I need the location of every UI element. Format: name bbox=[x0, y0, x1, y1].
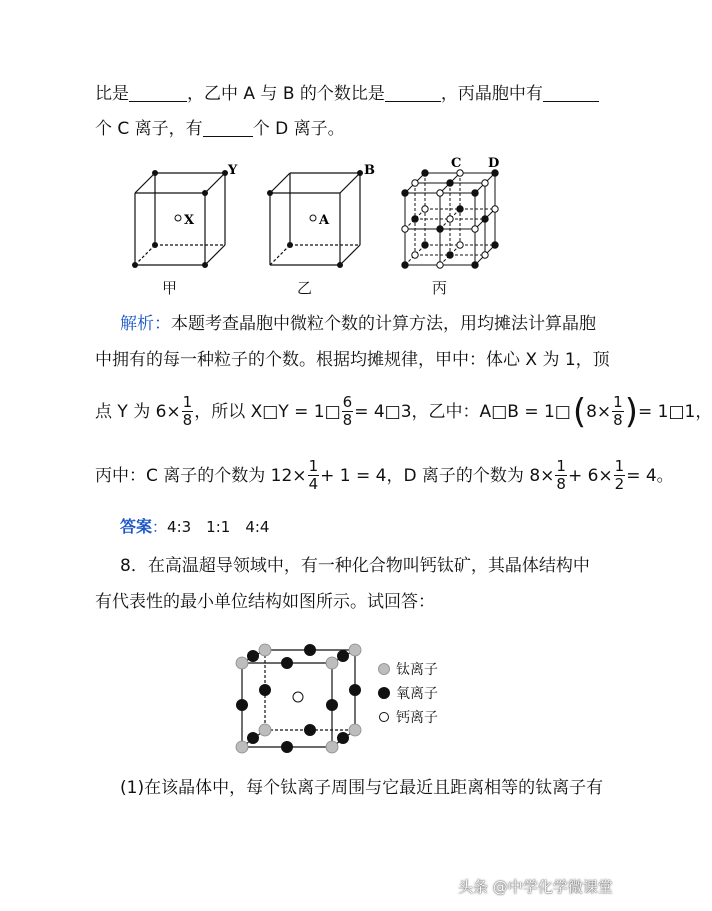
cell-jia-corner-label: Y bbox=[228, 163, 238, 178]
fraction-numerator: 1 bbox=[308, 457, 319, 475]
fraction-denominator: 8 bbox=[556, 475, 566, 493]
fraction bbox=[555, 458, 567, 493]
q8-sub-question-1: (1)在该晶体中，每个钛离子周围与它最近且距离相等的钛离子有 bbox=[120, 778, 604, 798]
legend-item-calcium bbox=[378, 705, 438, 729]
close-paren: ) bbox=[624, 391, 638, 432]
text-segment: + 1 = 4，D 离子的个数为 8× bbox=[320, 465, 555, 486]
text-segment: 3，乙中：A bbox=[400, 401, 492, 422]
cell-jia-center-label: X bbox=[184, 213, 195, 228]
perovskite-cell-figure bbox=[225, 630, 375, 760]
fraction bbox=[308, 458, 320, 493]
text-segment: 丙中：C 离子的个数为 12× bbox=[95, 465, 307, 486]
cell-jia-body-center bbox=[175, 215, 181, 221]
analysis-line-2: 中拥有的每一种粒子的个数。根据均摊规律，甲中：体心 X 为 1，顶 bbox=[95, 350, 610, 370]
fraction bbox=[342, 394, 354, 429]
gray-circle-icon bbox=[378, 663, 390, 675]
cell-yi-corner-label: B bbox=[364, 163, 375, 178]
text-segment: + 6× bbox=[567, 465, 613, 486]
missing-glyph: □ bbox=[324, 401, 341, 422]
text-segment: ，所以 X bbox=[194, 401, 263, 422]
text-segment: 比是 bbox=[95, 84, 129, 104]
text-segment: ，丙晶胞中有 bbox=[440, 84, 543, 104]
analysis-line-3 bbox=[95, 391, 712, 432]
white-circle-icon bbox=[379, 712, 389, 722]
legend-item-oxygen bbox=[378, 681, 438, 705]
caption-yi: 乙 bbox=[297, 279, 313, 297]
fill-blank-2[interactable] bbox=[385, 83, 441, 102]
q8-line-2: 有代表性的最小单位结构如图所示。试回答： bbox=[95, 592, 435, 612]
missing-glyph: □ bbox=[491, 401, 508, 422]
legend-label: 钛离子 bbox=[396, 662, 438, 678]
text-segment: B = 1 bbox=[507, 401, 555, 422]
fraction bbox=[612, 394, 624, 429]
cell-bing-label-c: C bbox=[451, 156, 462, 171]
watermark: 头条 @中学化学微课堂 bbox=[458, 878, 613, 896]
fraction-numerator: 1 bbox=[613, 393, 623, 411]
black-circle-icon bbox=[378, 687, 390, 699]
ion-legend bbox=[378, 657, 438, 729]
caption-jia: 甲 bbox=[162, 279, 178, 297]
answer-label: 答案 bbox=[120, 517, 153, 536]
fraction-denominator: 4 bbox=[308, 475, 319, 493]
missing-glyph: □ bbox=[384, 401, 401, 422]
fill-blank-3[interactable] bbox=[543, 83, 599, 102]
text-segment: 1， bbox=[684, 401, 712, 422]
cell-bing-ions bbox=[402, 170, 498, 268]
text-segment: = 1 bbox=[637, 401, 669, 422]
answer-colon: ： bbox=[152, 518, 168, 536]
answer-values: 4:3 1:1 4:4 bbox=[167, 518, 270, 536]
fraction-denominator: 8 bbox=[182, 411, 193, 429]
text-segment: ，乙中 A 与 B 的个数比是 bbox=[187, 84, 385, 104]
cell-yi-body-center bbox=[310, 215, 316, 221]
legend-label: 钙离子 bbox=[396, 710, 438, 726]
fill-blank-1[interactable] bbox=[129, 83, 187, 102]
analysis-text: 本题考查晶胞中微粒个数的计算方法，用均摊法计算晶胞 bbox=[171, 314, 596, 334]
fraction-numerator: 1 bbox=[182, 393, 193, 411]
q7-line-1 bbox=[95, 82, 599, 106]
fraction-numerator: 1 bbox=[556, 457, 566, 475]
open-paren: ( bbox=[572, 391, 587, 432]
missing-glyph: □ bbox=[554, 401, 571, 422]
analysis-colon: ： bbox=[154, 314, 171, 334]
analysis-label: 解析 bbox=[120, 314, 154, 334]
caption-bing: 丙 bbox=[432, 279, 448, 297]
fraction-denominator: 2 bbox=[614, 475, 625, 493]
fraction bbox=[182, 394, 194, 429]
calcium-ion bbox=[293, 692, 303, 702]
missing-glyph: □ bbox=[262, 401, 279, 422]
text-segment: = 4。 bbox=[626, 465, 674, 486]
fraction-numerator: 1 bbox=[614, 457, 625, 475]
text-segment: 个 C 离子，有 bbox=[95, 119, 203, 139]
cell-yi-center-label: A bbox=[319, 213, 330, 228]
fill-blank-4[interactable] bbox=[203, 118, 253, 137]
fraction-denominator: 8 bbox=[342, 411, 353, 429]
analysis-line-4 bbox=[95, 458, 674, 493]
cell-bing-label-d: D bbox=[488, 156, 500, 171]
text-segment: Y = 1 bbox=[278, 401, 325, 422]
q8-line-1: 8．在高温超导领域中，有一种化合物叫钙钛矿，其晶体结构中 bbox=[120, 556, 590, 576]
q7-line-2 bbox=[95, 117, 345, 141]
text-segment: 8× bbox=[586, 401, 612, 422]
text-segment: 个 D 离子。 bbox=[252, 119, 345, 139]
legend-label: 氧离子 bbox=[396, 686, 438, 702]
missing-glyph: □ bbox=[668, 401, 685, 422]
fraction-numerator: 6 bbox=[342, 393, 353, 411]
fraction bbox=[614, 458, 626, 493]
text-segment: = 4 bbox=[354, 401, 385, 422]
analysis-line-1 bbox=[120, 312, 596, 336]
answer-line bbox=[120, 515, 269, 539]
fraction-denominator: 8 bbox=[613, 411, 623, 429]
legend-item-titanium bbox=[378, 657, 438, 681]
text-segment: 点 Y 为 6× bbox=[95, 401, 181, 422]
crystal-cell-figures bbox=[120, 150, 520, 300]
